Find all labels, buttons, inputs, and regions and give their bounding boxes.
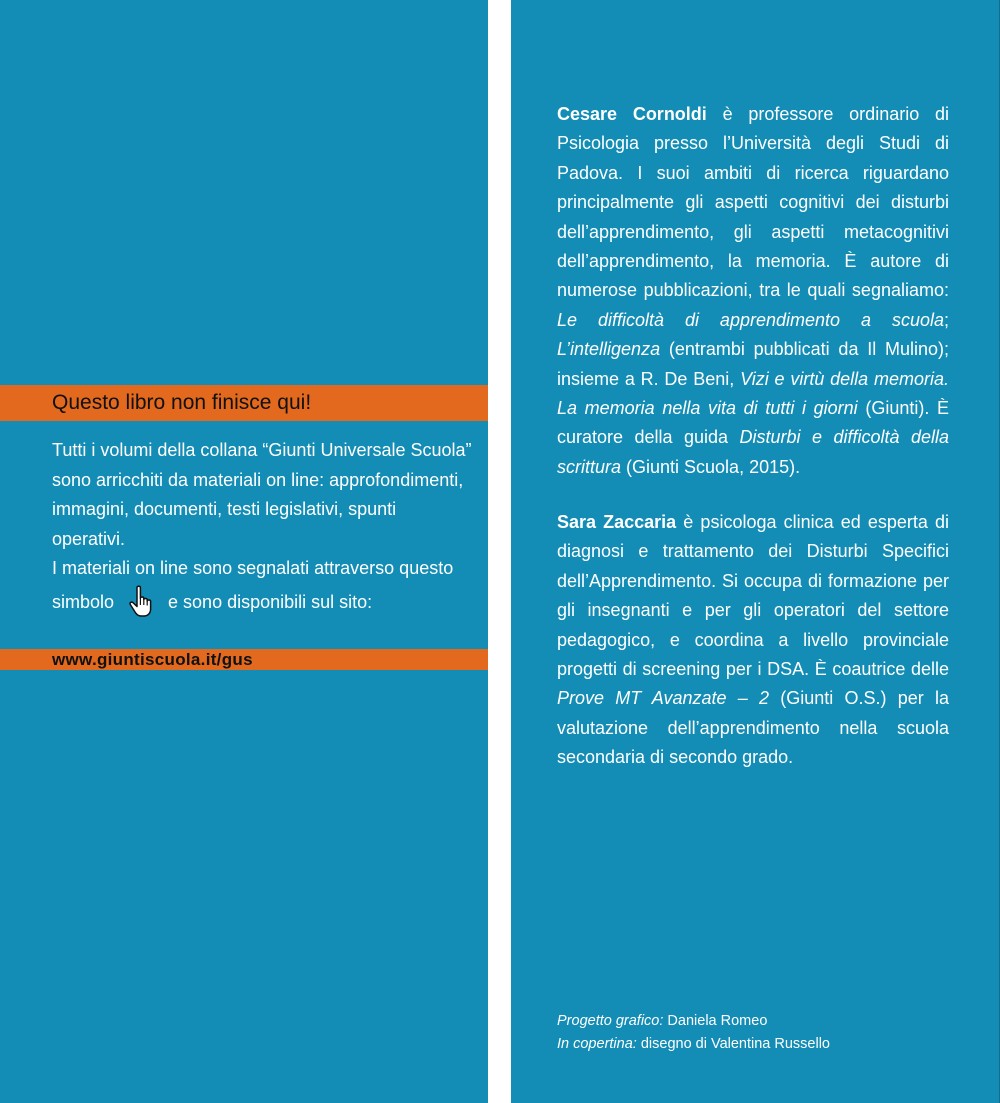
author-name: Cesare Cornoldi [557, 104, 707, 124]
book-title: L’intelligenza [557, 339, 661, 360]
author-bio-cornoldi: Cesare Cornoldi è professore ordinario di Psicologia presso l’Università degli Studi di Padova. I suoi ambiti di ricerca riguardano principalmente gli aspetti cognitivi dei disturbi dell’apprendimento, gli aspetti metacognitivi dell’apprendimento, la memoria. È autore di numerose pubblicazioni, tra le quali segnaliamo: Le difficoltà di apprendimento a scuola; L’intelligenza (entrambi pubblicati da Il Mulino); insieme a R. De Beni, Vizi e virtù della memoria. La memoria nella vita di tutti i giorni (Giunti). È curatore della guida Disturbi e difficoltà della scrittura (Giunti Scuola, 2015). [557, 104, 950, 477]
online-materials-para2: I materiali on line sono segnalati attraverso questo simbolo e sono disponibili sul sito: [52, 554, 472, 618]
online-banner-title: Questo libro non finisce qui! [0, 385, 488, 421]
author-name: Sara Zaccaria [557, 512, 677, 532]
hand-pointer-icon [128, 584, 158, 618]
credits [557, 1010, 957, 1056]
author-bio-zaccaria: Sara Zaccaria è psicologa clinica ed esperta di diagnosi e trattamento dei Disturbi Specifici dell’Apprendimento. Si occupa di formazione per gli insegnanti e per gli operatori del settore pedagogico, e coordina a livello provinciale progetti di screening per i DSA. È coautrice delle Prove MT Avanzate – 2 (Giunti O.S.) per la valutazione dell’apprendimento nella scuola secondaria di secondo grado. [557, 512, 950, 768]
credit-cover: In copertina: disegno di Valentina Russello [557, 1036, 830, 1052]
book-title: Disturbi e difficoltà della scrittura [557, 427, 950, 477]
book-title: Le difficoltà di apprendimento a scuola [557, 309, 944, 330]
website-url: www.giuntiscuola.it/gus [0, 649, 488, 670]
book-title: Prove MT Avanzate – 2 [557, 688, 770, 709]
online-materials-para1: Tutti i volumi della collana “Giunti Universale Scuola” sono arricchiti da materiali on line: approfondimenti, immagini, documenti, testi legislativi, spunti operativi. [52, 440, 472, 549]
credit-graphic-design: Progetto grafico: Daniela Romeo [557, 1013, 768, 1029]
online-materials-text [52, 436, 472, 618]
book-title: Vizi e virtù della memoria. La memoria nella vita di tutti i giorni [557, 368, 949, 419]
